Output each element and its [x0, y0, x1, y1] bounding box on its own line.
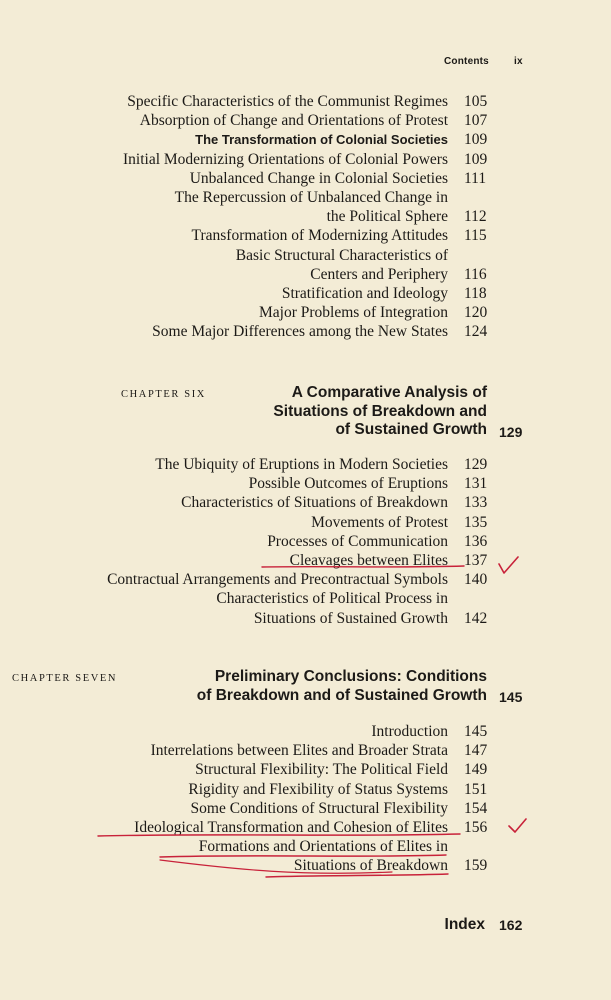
toc-entry-label: Cleavages between Elites	[289, 551, 448, 569]
toc-entry-page: 159	[464, 857, 488, 875]
toc-section-chapter-seven	[0, 722, 611, 876]
toc-entry-label: Situations of Breakdown	[293, 857, 448, 875]
toc-entry-label: The Transformation of Colonial Societies	[195, 132, 448, 148]
toc-entry-label: The Repercussion of Unbalanced Change in	[174, 188, 448, 206]
toc-entry	[0, 455, 611, 474]
toc-entry	[0, 188, 611, 207]
toc-entry	[0, 513, 611, 532]
toc-entry-page: 109	[464, 150, 488, 168]
toc-entry	[0, 780, 611, 799]
toc-entry-page: 133	[464, 494, 488, 512]
chapter-six-title	[273, 384, 487, 440]
toc-entry	[0, 92, 611, 111]
toc-entry	[0, 246, 611, 265]
toc-entry	[0, 799, 611, 818]
toc-entry-page: 136	[464, 532, 488, 550]
toc-entry	[0, 856, 611, 875]
toc-entry-label: Initial Modernizing Orientations of Colonial Powers	[122, 150, 448, 168]
toc-entry-label: Rigidity and Flexibility of Status Systems	[188, 780, 448, 798]
toc-entry	[0, 474, 611, 493]
toc-entry-label: Centers and Periphery	[310, 265, 448, 283]
toc-entry	[0, 760, 611, 779]
toc-entry-label: Characteristics of Political Process in	[216, 590, 448, 608]
toc-entry-label: Introduction	[371, 723, 448, 740]
toc-entry-label: Formations and Orientations of Elites in	[198, 838, 448, 856]
toc-entry	[0, 818, 611, 837]
toc-entry-label: Transformation of Modernizing Attitudes	[191, 227, 448, 245]
toc-entry-page: 154	[464, 799, 488, 817]
toc-entry-label: The Ubiquity of Eruptions in Modern Societies	[155, 456, 448, 473]
toc-entry	[0, 169, 611, 188]
toc-entry-page: 116	[464, 265, 487, 283]
toc-entry-label: Processes of Communication	[267, 532, 448, 550]
toc-entry-page: 115	[464, 227, 487, 245]
toc-entry-label: Stratification and Ideology	[281, 284, 448, 302]
toc-entry-label: Structural Flexibility: The Political Field	[195, 761, 448, 779]
chapter-seven-title	[197, 668, 487, 705]
toc-entry-page: 105	[464, 93, 488, 110]
toc-entry-page: 109	[464, 131, 488, 149]
toc-entry-label: Contractual Arrangements and Precontractual Symbols	[107, 571, 448, 589]
toc-entry	[0, 322, 611, 341]
toc-entry-label: Unbalanced Change in Colonial Societies	[189, 169, 448, 187]
toc-entry-page: 112	[464, 208, 487, 226]
toc-entry-label: Interrelations between Elites and Broader Strata	[150, 742, 448, 760]
toc-entry	[0, 589, 611, 608]
toc-section-chapter-five-cont	[0, 92, 611, 341]
chapter-six-title-line: Situations of Breakdown and	[273, 402, 487, 420]
toc-entry-label: the Political Sphere	[326, 208, 448, 226]
toc-entry	[0, 111, 611, 130]
toc-entry-label: Some Conditions of Structural Flexibility	[190, 799, 448, 817]
toc-entry	[0, 532, 611, 551]
toc-entry-page: 151	[464, 780, 488, 798]
toc-entry-label: Absorption of Change and Orientations of Protest	[139, 112, 448, 130]
toc-entry-page: 149	[464, 761, 488, 779]
toc-entry	[0, 551, 611, 570]
index-label: Index	[444, 916, 485, 933]
toc-entry-page: 107	[464, 112, 488, 130]
toc-entry-page: 120	[464, 304, 488, 322]
toc-entry-label: Basic Structural Characteristics of	[235, 246, 448, 264]
toc-entry	[0, 722, 611, 741]
toc-entry-label: Major Problems of Integration	[259, 304, 448, 322]
toc-entry-label: Movements of Protest	[311, 513, 448, 531]
toc-entry-page: 142	[464, 609, 488, 627]
toc-entry	[0, 493, 611, 512]
toc-subhead-entry	[0, 130, 611, 149]
toc-entry-page: 124	[464, 323, 488, 341]
toc-entry-page: 147	[464, 742, 488, 760]
toc-entry-page: 156	[464, 818, 488, 836]
chapter-seven-title-line: Preliminary Conclusions: Conditions	[214, 668, 487, 685]
toc-entry	[0, 150, 611, 169]
toc-entry-page: 129	[464, 456, 488, 473]
chapter-seven-page: 145	[499, 689, 523, 705]
running-header-title: Contents	[444, 56, 489, 67]
index-page: 162	[499, 917, 523, 933]
toc-entry	[0, 207, 611, 226]
chapter-seven-kicker: CHAPTER SEVEN	[12, 673, 118, 684]
toc-entry	[0, 226, 611, 245]
toc-entry-page: 137	[464, 551, 488, 569]
toc-entry-page: 111	[464, 169, 487, 187]
toc-entry	[0, 609, 611, 628]
toc-entry	[0, 265, 611, 284]
chapter-six-kicker: CHAPTER SIX	[121, 389, 206, 400]
toc-entry-label: Specific Characteristics of the Communist Regimes	[127, 93, 448, 110]
chapter-six-title-line: A Comparative Analysis of	[291, 384, 487, 401]
toc-entry	[0, 837, 611, 856]
toc-entry	[0, 303, 611, 322]
toc-entry-label: Characteristics of Situations of Breakdown	[181, 494, 448, 512]
toc-entry-label: Some Major Differences among the New States	[152, 323, 448, 341]
toc-section-chapter-six	[0, 455, 611, 628]
toc-entry-page: 145	[464, 723, 488, 740]
toc-entry-page: 118	[464, 284, 487, 302]
toc-entry-page: 140	[464, 571, 488, 589]
toc-entry-label: Situations of Sustained Growth	[253, 609, 448, 627]
toc-entry	[0, 284, 611, 303]
toc-entry-page: 135	[464, 513, 488, 531]
toc-entry-label: Ideological Transformation and Cohesion of Elites	[134, 818, 448, 836]
chapter-six-page: 129	[499, 424, 523, 440]
page-folio: ix	[514, 56, 523, 67]
toc-entry-page: 131	[464, 475, 488, 493]
chapter-seven-title-line: of Breakdown and of Sustained Growth	[196, 686, 487, 704]
toc-entry	[0, 570, 611, 589]
toc-entry-label: Possible Outcomes of Eruptions	[248, 475, 448, 493]
chapter-six-title-line: of Sustained Growth	[335, 421, 487, 439]
toc-entry	[0, 741, 611, 760]
